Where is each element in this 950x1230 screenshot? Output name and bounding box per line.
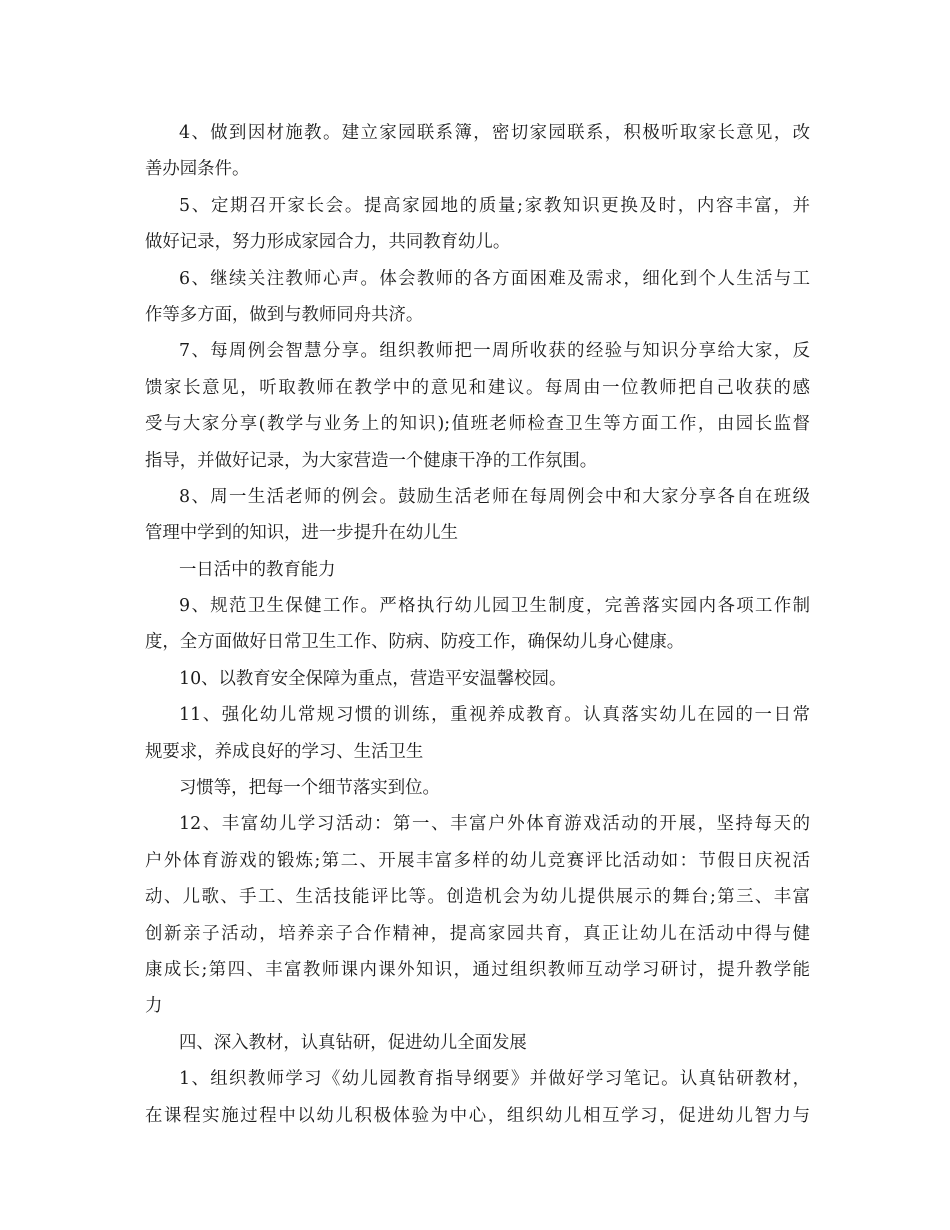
text-line: 规要求，养成良好的学习、生活卫生 <box>145 741 424 762</box>
text-line: 创新亲子活动，培养亲子合作精神，提高家园共育，真正让幼儿在活动中得与健 <box>145 923 810 944</box>
text-line: 5、定期召开家长会。提高家园地的质量;家教知识更换及时，内容丰富，并 <box>179 195 810 216</box>
text-line: 一日活中的教育能力 <box>179 559 336 580</box>
text-line: 11、强化幼儿常规习惯的训练，重视养成教育。认真落实幼儿在园的一日常 <box>179 705 810 726</box>
text-line: 善办园条件。 <box>145 159 250 180</box>
text-line: 10、以教育安全保障为重点，营造平安温馨校园。 <box>179 668 567 689</box>
text-line: 作等多方面，做到与教师同舟共济。 <box>145 304 424 325</box>
section-heading: 四、深入教材，认真钻研，促进幼儿全面发展 <box>179 1032 527 1053</box>
text-line: 12、丰富幼儿学习活动：第一、丰富户外体育游戏活动的开展，坚持每天的 <box>179 814 810 835</box>
text-line: 受与大家分享(教学与业务上的知识);值班老师检查卫生等方面工作，由园长监督 <box>145 414 810 435</box>
text-line: 4、做到因材施教。建立家园联系簿，密切家园联系，积极听取家长意见，改 <box>179 123 810 143</box>
text-line: 指导，并做好记录，为大家营造一个健康干净的工作氛围。 <box>145 450 598 471</box>
text-line: 9、规范卫生保健工作。严格执行幼儿园卫生制度，完善落实园内各项工作制 <box>179 596 810 617</box>
text-line: 1、组织教师学习《幼儿园教育指导纲要》并做好学习笔记。认真钻研教材， <box>179 1069 810 1090</box>
text-line: 习惯等，把每一个细节落实到位。 <box>179 778 440 799</box>
text-line: 管理中学到的知识，进一步提升在幼儿生 <box>145 523 459 544</box>
document-body <box>145 115 810 1134</box>
text-line: 8、周一生活老师的例会。鼓励生活老师在每周例会中和大家分享各自在班级 <box>179 486 810 507</box>
text-line: 动、儿歌、手工、生活技能评比等。创造机会为幼儿提供展示的舞台;第三、丰富 <box>145 887 810 908</box>
text-line: 户外体育游戏的锻炼;第二、开展丰富多样的幼儿竞赛评比活动如：节假日庆祝活 <box>145 850 810 871</box>
text-line: 7、每周例会智慧分享。组织教师把一周所收获的经验与知识分享给大家，反 <box>179 341 810 362</box>
text-line: 在课程实施过程中以幼儿积极体验为中心，组织幼儿相互学习，促进幼儿智力与 <box>145 1105 810 1126</box>
text-line: 度，全方面做好日常卫生工作、防病、防疫工作，确保幼儿身心健康。 <box>145 632 685 653</box>
text-line: 6、继续关注教师心声。体会教师的各方面困难及需求，细化到个人生活与工 <box>179 268 810 289</box>
text-line: 做好记录，努力形成家园合力，共同教育幼儿。 <box>145 232 511 253</box>
text-line: 康成长;第四、丰富教师课内课外知识，通过组织教师互动学习研讨，提升教学能 <box>145 959 810 980</box>
text-line: 力 <box>145 996 163 1017</box>
text-line: 馈家长意见，听取教师在教学中的意见和建议。每周由一位教师把自己收获的感 <box>145 377 810 398</box>
